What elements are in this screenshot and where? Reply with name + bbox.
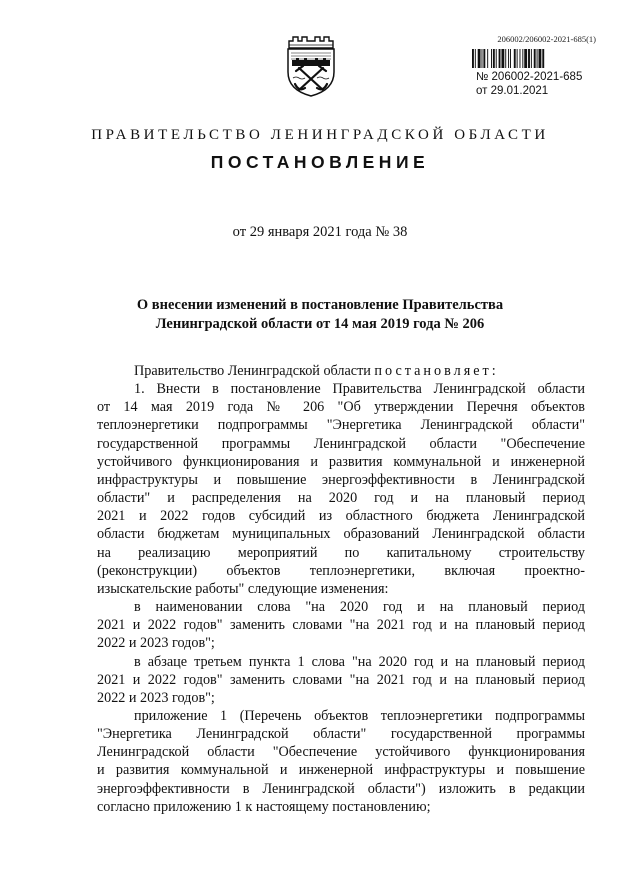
coat-of-arms-emblem bbox=[283, 34, 339, 98]
intro-text: Правительство Ленинградской области bbox=[134, 363, 375, 379]
document-code: 206002/206002-2021-685(1) bbox=[497, 34, 596, 44]
body-line: государственной программы Ленинградской области "Обеспечение bbox=[97, 435, 585, 452]
body-line: инфраструктуры и повышение энергоэффективности в Ленинградской bbox=[97, 471, 585, 488]
body-line: в абзаце третьем пункта 1 слова "на 2020 год и на плановый период bbox=[134, 653, 585, 670]
body-line: (реконструкции) объектов теплоэнергетики, включая проектно- bbox=[97, 562, 585, 579]
body-line: 2021 и 2022 годов субсидий из областного бюджета Ленинградской bbox=[97, 508, 585, 525]
document-date-number: от 29 января 2021 года № 38 bbox=[232, 224, 408, 240]
body-line: 2022 и 2023 годов"; bbox=[97, 689, 215, 706]
body-line: 2021 и 2022 годов" заменить словами "на 2021 год и на плановый период bbox=[97, 671, 585, 688]
document-subject bbox=[0, 296, 640, 334]
body-line: изыскательские работы" следующие изменения: bbox=[97, 580, 389, 597]
body-line: "Энергетика Ленинградской области" государственной программы bbox=[97, 726, 585, 743]
registration-number: № 206002-2021-685 bbox=[476, 71, 583, 83]
intro-resolves: постановляет: bbox=[374, 363, 499, 379]
body-line: 2022 и 2023 годов"; bbox=[97, 635, 215, 652]
body-line: приложение 1 (Перечень объектов теплоэнергетики подпрограммы bbox=[134, 707, 585, 724]
body-intro bbox=[97, 362, 585, 380]
body-line: 1. Внести в постановление Правительства Ленинградской области bbox=[134, 381, 585, 398]
body-line: области" и распределения на 2020 год и на плановый период bbox=[97, 490, 585, 507]
subject-line: Ленинградской области от 14 мая 2019 года № 206 bbox=[155, 316, 485, 332]
document-type: ПОСТАНОВЛЕНИЕ bbox=[210, 152, 430, 172]
body-line: в наименовании слова "на 2020 год и на плановый период bbox=[134, 599, 585, 616]
body-line: согласно приложению 1 к настоящему постановлению; bbox=[97, 798, 431, 815]
body-line: от 14 мая 2019 года № 206 "Об утверждении Перечня объектов bbox=[97, 399, 585, 416]
body-line: Ленинградской области "Обеспечение устойчивого функционирования bbox=[97, 744, 585, 761]
body-line: на реализацию мероприятий по капитальному строительству bbox=[97, 544, 585, 561]
subject-line: О внесении изменений в постановление Правительства bbox=[136, 297, 504, 313]
body-line: и развития коммунальной и инженерной инфраструктуры и повышение bbox=[97, 762, 585, 779]
registration-date: от 29.01.2021 bbox=[476, 85, 549, 97]
body-line: устойчивого функционирования и развития коммунальной и инженерной bbox=[97, 453, 585, 470]
organization-title: ПРАВИТЕЛЬСТВО ЛЕНИНГРАДСКОЙ ОБЛАСТИ bbox=[91, 127, 549, 143]
barcode bbox=[471, 49, 602, 68]
body-line: области бюджетам муниципальных образований Ленинградской области bbox=[97, 526, 585, 543]
document-body bbox=[97, 362, 585, 816]
body-line: теплоэнергетики подпрограммы "Энергетика Ленинградской области" bbox=[97, 417, 585, 434]
body-line: 2021 и 2022 годов" заменить словами "на 2021 год и на плановый период bbox=[97, 617, 585, 634]
body-line: энергоэффективности в Ленинградской области") изложить в редакции bbox=[97, 780, 585, 797]
